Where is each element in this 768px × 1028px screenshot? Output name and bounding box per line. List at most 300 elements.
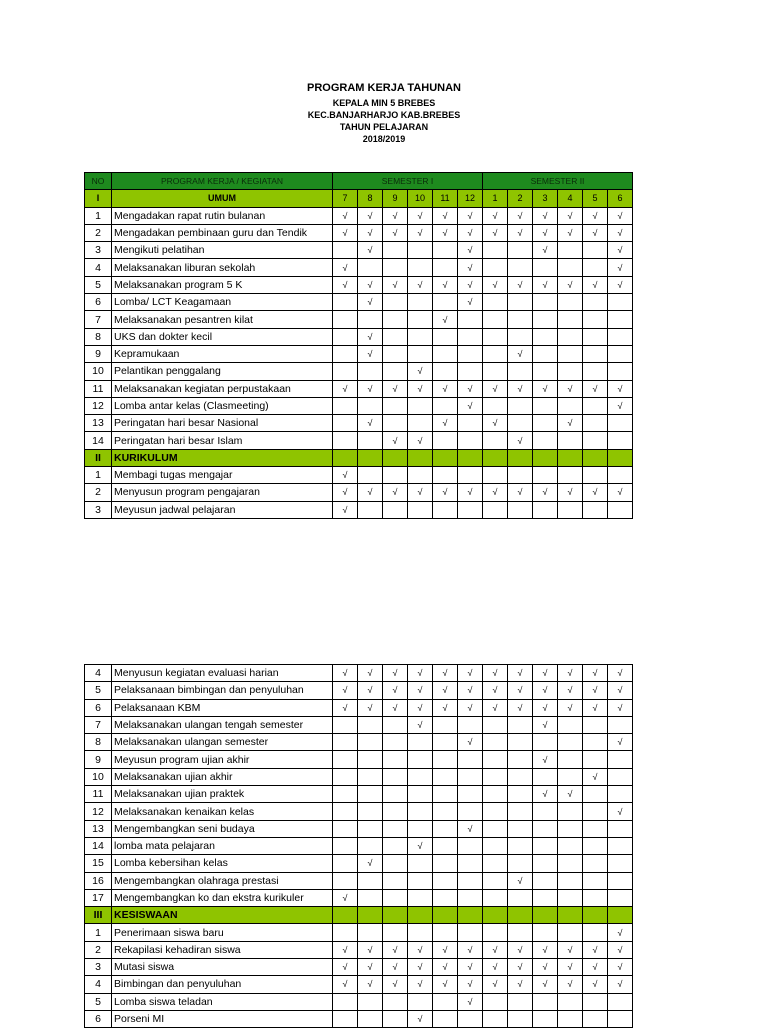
month-cell bbox=[433, 803, 458, 820]
month-cell bbox=[408, 415, 433, 432]
month-cell bbox=[508, 837, 533, 854]
table-row bbox=[85, 959, 633, 976]
month-cell bbox=[533, 924, 558, 941]
activity-label: Mengembangkan ko dan ekstra kurikuler bbox=[112, 889, 333, 906]
check-mark: √ bbox=[533, 959, 558, 976]
table-row bbox=[85, 224, 633, 241]
month-cell bbox=[508, 889, 533, 906]
month-cell bbox=[408, 259, 433, 276]
check-mark: √ bbox=[458, 484, 483, 501]
month-cell bbox=[558, 734, 583, 751]
month-cell bbox=[508, 924, 533, 941]
check-mark: √ bbox=[333, 224, 358, 241]
check-mark: √ bbox=[558, 786, 583, 803]
month-cell bbox=[433, 1010, 458, 1027]
activity-label: Membagi tugas mengajar bbox=[112, 467, 333, 484]
check-mark: √ bbox=[583, 682, 608, 699]
check-mark: √ bbox=[608, 976, 633, 993]
month-cell bbox=[608, 768, 633, 785]
table-row bbox=[85, 207, 633, 224]
check-mark: √ bbox=[408, 699, 433, 716]
check-mark: √ bbox=[408, 716, 433, 733]
month-cell bbox=[433, 363, 458, 380]
check-mark: √ bbox=[333, 467, 358, 484]
month-cell bbox=[558, 751, 583, 768]
month-cell bbox=[483, 786, 508, 803]
table-row bbox=[85, 415, 633, 432]
check-mark: √ bbox=[333, 501, 358, 518]
check-mark: √ bbox=[508, 224, 533, 241]
check-mark: √ bbox=[533, 224, 558, 241]
month-cell bbox=[333, 242, 358, 259]
month-cell bbox=[508, 328, 533, 345]
check-mark: √ bbox=[508, 484, 533, 501]
month-cell bbox=[608, 363, 633, 380]
activity-label: Lomba siswa teladan bbox=[112, 993, 333, 1010]
month-cell bbox=[358, 432, 383, 449]
check-mark: √ bbox=[383, 432, 408, 449]
activity-label: Lomba/ LCT Keagamaan bbox=[112, 294, 333, 311]
month-cell bbox=[358, 501, 383, 518]
month-cell bbox=[558, 501, 583, 518]
row-number: 9 bbox=[85, 751, 112, 768]
month-cell bbox=[333, 837, 358, 854]
month-cell bbox=[333, 820, 358, 837]
month-cell bbox=[583, 993, 608, 1010]
check-mark: √ bbox=[483, 276, 508, 293]
check-mark: √ bbox=[458, 294, 483, 311]
month-cell bbox=[583, 397, 608, 414]
activity-label: Melaksanakan ulangan semester bbox=[112, 734, 333, 751]
month-cell bbox=[533, 1010, 558, 1027]
check-mark: √ bbox=[408, 363, 433, 380]
activity-label: Mutasi siswa bbox=[112, 959, 333, 976]
check-mark: √ bbox=[333, 699, 358, 716]
month-cell bbox=[608, 837, 633, 854]
month-cell bbox=[358, 837, 383, 854]
check-mark: √ bbox=[608, 484, 633, 501]
month-cell bbox=[358, 872, 383, 889]
row-number: 7 bbox=[85, 716, 112, 733]
month-cell bbox=[383, 803, 408, 820]
check-mark: √ bbox=[558, 665, 583, 682]
check-mark: √ bbox=[408, 665, 433, 682]
month-cell bbox=[358, 889, 383, 906]
check-mark: √ bbox=[458, 665, 483, 682]
month-cell bbox=[508, 294, 533, 311]
month-cell bbox=[533, 872, 558, 889]
month-header: 4 bbox=[558, 190, 583, 207]
row-number: 4 bbox=[85, 665, 112, 682]
month-cell bbox=[583, 449, 608, 466]
row-number: 4 bbox=[85, 259, 112, 276]
activity-label: Meyusun program ujian akhir bbox=[112, 751, 333, 768]
activity-label: Menyusun kegiatan evaluasi harian bbox=[112, 665, 333, 682]
check-mark: √ bbox=[583, 976, 608, 993]
month-cell bbox=[333, 432, 358, 449]
check-mark: √ bbox=[433, 976, 458, 993]
month-cell bbox=[608, 432, 633, 449]
month-header: 7 bbox=[333, 190, 358, 207]
check-mark: √ bbox=[483, 665, 508, 682]
month-cell bbox=[583, 751, 608, 768]
subtitle-line-1: KEPALA MIN 5 BREBES bbox=[332, 98, 436, 108]
activity-label: Pelaksanaan KBM bbox=[112, 699, 333, 716]
row-number: 14 bbox=[85, 432, 112, 449]
month-cell bbox=[608, 294, 633, 311]
month-cell bbox=[608, 907, 633, 924]
check-mark: √ bbox=[508, 380, 533, 397]
month-cell bbox=[433, 993, 458, 1010]
month-cell bbox=[408, 855, 433, 872]
month-cell bbox=[333, 786, 358, 803]
month-cell bbox=[558, 855, 583, 872]
month-cell bbox=[333, 907, 358, 924]
check-mark: √ bbox=[558, 682, 583, 699]
month-cell bbox=[383, 1010, 408, 1027]
check-mark: √ bbox=[483, 976, 508, 993]
check-mark: √ bbox=[433, 941, 458, 958]
month-cell bbox=[333, 855, 358, 872]
check-mark: √ bbox=[508, 665, 533, 682]
row-number: 15 bbox=[85, 855, 112, 872]
check-mark: √ bbox=[558, 380, 583, 397]
month-cell bbox=[433, 820, 458, 837]
row-number: 5 bbox=[85, 682, 112, 699]
month-cell bbox=[508, 768, 533, 785]
month-cell bbox=[383, 345, 408, 362]
month-cell bbox=[483, 924, 508, 941]
check-mark: √ bbox=[408, 484, 433, 501]
month-cell bbox=[558, 889, 583, 906]
row-number: 2 bbox=[85, 484, 112, 501]
month-cell bbox=[508, 820, 533, 837]
month-cell bbox=[558, 345, 583, 362]
check-mark: √ bbox=[333, 941, 358, 958]
check-mark: √ bbox=[383, 207, 408, 224]
check-mark: √ bbox=[458, 959, 483, 976]
month-cell bbox=[483, 363, 508, 380]
check-mark: √ bbox=[483, 484, 508, 501]
month-cell bbox=[433, 837, 458, 854]
month-cell bbox=[508, 855, 533, 872]
month-cell bbox=[408, 734, 433, 751]
activity-label: Pelaksanaan bimbingan dan penyuluhan bbox=[112, 682, 333, 699]
month-cell bbox=[533, 820, 558, 837]
check-mark: √ bbox=[583, 224, 608, 241]
check-mark: √ bbox=[333, 259, 358, 276]
check-mark: √ bbox=[433, 380, 458, 397]
month-cell bbox=[483, 734, 508, 751]
row-number: 12 bbox=[85, 397, 112, 414]
table-row bbox=[85, 734, 633, 751]
month-cell bbox=[408, 872, 433, 889]
check-mark: √ bbox=[408, 432, 433, 449]
month-cell bbox=[458, 907, 483, 924]
month-cell bbox=[558, 259, 583, 276]
check-mark: √ bbox=[333, 889, 358, 906]
month-cell bbox=[508, 734, 533, 751]
row-number: 11 bbox=[85, 380, 112, 397]
activity-label: Melaksanakan liburan sekolah bbox=[112, 259, 333, 276]
month-cell bbox=[333, 924, 358, 941]
month-cell bbox=[433, 872, 458, 889]
month-cell bbox=[383, 907, 408, 924]
month-header: 10 bbox=[408, 190, 433, 207]
month-cell bbox=[383, 786, 408, 803]
month-cell bbox=[483, 1010, 508, 1027]
month-cell bbox=[408, 993, 433, 1010]
check-mark: √ bbox=[383, 380, 408, 397]
activity-label: Meyusun jadwal pelajaran bbox=[112, 501, 333, 518]
check-mark: √ bbox=[433, 207, 458, 224]
month-header: 11 bbox=[433, 190, 458, 207]
month-cell bbox=[583, 716, 608, 733]
month-cell bbox=[333, 993, 358, 1010]
document-title: PROGRAM KERJA TAHUNAN bbox=[307, 82, 461, 94]
check-mark: √ bbox=[458, 976, 483, 993]
month-cell bbox=[608, 993, 633, 1010]
activity-label: Melaksanakan kegiatan perpustakaan bbox=[112, 380, 333, 397]
check-mark: √ bbox=[333, 484, 358, 501]
table-row bbox=[85, 889, 633, 906]
check-mark: √ bbox=[458, 259, 483, 276]
month-cell bbox=[458, 872, 483, 889]
check-mark: √ bbox=[333, 380, 358, 397]
month-cell bbox=[458, 1010, 483, 1027]
check-mark: √ bbox=[358, 665, 383, 682]
month-cell bbox=[433, 768, 458, 785]
section-label: KURIKULUM bbox=[112, 449, 333, 466]
month-cell bbox=[608, 501, 633, 518]
month-cell bbox=[583, 837, 608, 854]
check-mark: √ bbox=[433, 276, 458, 293]
month-cell bbox=[483, 855, 508, 872]
row-number: 10 bbox=[85, 363, 112, 380]
month-cell bbox=[433, 397, 458, 414]
table-row bbox=[85, 432, 633, 449]
month-cell bbox=[533, 328, 558, 345]
month-cell bbox=[508, 449, 533, 466]
check-mark: √ bbox=[433, 311, 458, 328]
month-cell bbox=[383, 363, 408, 380]
check-mark: √ bbox=[608, 699, 633, 716]
check-mark: √ bbox=[508, 941, 533, 958]
month-cell bbox=[408, 786, 433, 803]
month-cell bbox=[358, 924, 383, 941]
check-mark: √ bbox=[333, 959, 358, 976]
table-row bbox=[85, 397, 633, 414]
table-row bbox=[85, 380, 633, 397]
month-cell bbox=[558, 467, 583, 484]
month-cell bbox=[433, 889, 458, 906]
month-cell bbox=[558, 837, 583, 854]
check-mark: √ bbox=[533, 751, 558, 768]
table-row bbox=[85, 786, 633, 803]
check-mark: √ bbox=[358, 224, 383, 241]
month-cell bbox=[333, 397, 358, 414]
month-cell bbox=[608, 345, 633, 362]
check-mark: √ bbox=[458, 242, 483, 259]
row-number: 8 bbox=[85, 328, 112, 345]
check-mark: √ bbox=[558, 415, 583, 432]
month-cell bbox=[358, 734, 383, 751]
month-cell bbox=[583, 501, 608, 518]
month-cell bbox=[433, 855, 458, 872]
check-mark: √ bbox=[383, 682, 408, 699]
row-number: 3 bbox=[85, 501, 112, 518]
month-cell bbox=[533, 855, 558, 872]
month-cell bbox=[508, 415, 533, 432]
month-cell bbox=[358, 751, 383, 768]
activity-label: Lomba kebersihan kelas bbox=[112, 855, 333, 872]
month-cell bbox=[383, 328, 408, 345]
month-cell bbox=[583, 467, 608, 484]
month-cell bbox=[583, 328, 608, 345]
section-label: KESISWAAN bbox=[112, 907, 333, 924]
month-cell bbox=[558, 397, 583, 414]
month-cell bbox=[433, 751, 458, 768]
month-cell bbox=[533, 449, 558, 466]
check-mark: √ bbox=[408, 224, 433, 241]
check-mark: √ bbox=[558, 699, 583, 716]
row-number: 1 bbox=[85, 467, 112, 484]
month-cell bbox=[408, 449, 433, 466]
check-mark: √ bbox=[533, 699, 558, 716]
table-row bbox=[85, 294, 633, 311]
month-cell bbox=[333, 415, 358, 432]
table-row bbox=[85, 941, 633, 958]
table-row bbox=[85, 328, 633, 345]
check-mark: √ bbox=[358, 415, 383, 432]
activity-label: Mengikuti pelatihan bbox=[112, 242, 333, 259]
row-number: 1 bbox=[85, 207, 112, 224]
month-cell bbox=[508, 1010, 533, 1027]
month-cell bbox=[558, 803, 583, 820]
check-mark: √ bbox=[483, 380, 508, 397]
month-cell bbox=[358, 820, 383, 837]
month-cell bbox=[558, 1010, 583, 1027]
row-number: II bbox=[85, 449, 112, 466]
check-mark: √ bbox=[508, 872, 533, 889]
month-cell bbox=[558, 716, 583, 733]
row-number: 3 bbox=[85, 242, 112, 259]
month-cell bbox=[383, 311, 408, 328]
check-mark: √ bbox=[608, 207, 633, 224]
activity-label: Peringatan hari besar Islam bbox=[112, 432, 333, 449]
row-number: 12 bbox=[85, 803, 112, 820]
table-row bbox=[85, 467, 633, 484]
check-mark: √ bbox=[433, 415, 458, 432]
month-cell bbox=[358, 786, 383, 803]
month-cell bbox=[483, 751, 508, 768]
month-cell bbox=[458, 415, 483, 432]
check-mark: √ bbox=[358, 207, 383, 224]
month-cell bbox=[583, 1010, 608, 1027]
month-cell bbox=[558, 993, 583, 1010]
month-cell bbox=[383, 242, 408, 259]
row-number: III bbox=[85, 907, 112, 924]
month-cell bbox=[508, 397, 533, 414]
check-mark: √ bbox=[533, 786, 558, 803]
month-cell bbox=[458, 768, 483, 785]
check-mark: √ bbox=[383, 699, 408, 716]
table-row bbox=[85, 665, 633, 682]
check-mark: √ bbox=[608, 959, 633, 976]
check-mark: √ bbox=[458, 993, 483, 1010]
program-table-page-2 bbox=[84, 664, 633, 1028]
month-cell bbox=[358, 993, 383, 1010]
month-cell bbox=[558, 449, 583, 466]
month-cell bbox=[533, 397, 558, 414]
month-cell bbox=[508, 907, 533, 924]
month-cell bbox=[458, 924, 483, 941]
month-cell bbox=[358, 803, 383, 820]
check-mark: √ bbox=[383, 665, 408, 682]
month-cell bbox=[533, 432, 558, 449]
month-cell bbox=[433, 786, 458, 803]
check-mark: √ bbox=[533, 207, 558, 224]
month-cell bbox=[383, 768, 408, 785]
month-cell bbox=[408, 768, 433, 785]
month-cell bbox=[533, 734, 558, 751]
check-mark: √ bbox=[458, 380, 483, 397]
section-label-umum: UMUM bbox=[112, 190, 333, 207]
check-mark: √ bbox=[458, 682, 483, 699]
check-mark: √ bbox=[458, 699, 483, 716]
check-mark: √ bbox=[358, 699, 383, 716]
month-cell bbox=[533, 837, 558, 854]
check-mark: √ bbox=[433, 665, 458, 682]
check-mark: √ bbox=[483, 941, 508, 958]
row-number: 6 bbox=[85, 1010, 112, 1027]
month-cell bbox=[383, 716, 408, 733]
month-cell bbox=[558, 872, 583, 889]
table-row bbox=[85, 872, 633, 889]
month-cell bbox=[608, 872, 633, 889]
month-cell bbox=[483, 294, 508, 311]
check-mark: √ bbox=[533, 276, 558, 293]
month-cell bbox=[408, 803, 433, 820]
check-mark: √ bbox=[358, 328, 383, 345]
month-cell bbox=[583, 907, 608, 924]
month-cell bbox=[458, 716, 483, 733]
month-cell bbox=[558, 363, 583, 380]
month-cell bbox=[358, 449, 383, 466]
month-cell bbox=[533, 907, 558, 924]
table-row bbox=[85, 276, 633, 293]
activity-label: lomba mata pelajaran bbox=[112, 837, 333, 854]
check-mark: √ bbox=[408, 959, 433, 976]
check-mark: √ bbox=[358, 941, 383, 958]
month-cell bbox=[408, 328, 433, 345]
row-number: 8 bbox=[85, 734, 112, 751]
check-mark: √ bbox=[558, 276, 583, 293]
month-cell bbox=[558, 242, 583, 259]
check-mark: √ bbox=[508, 976, 533, 993]
month-cell bbox=[433, 924, 458, 941]
check-mark: √ bbox=[458, 941, 483, 958]
month-cell bbox=[483, 820, 508, 837]
check-mark: √ bbox=[433, 699, 458, 716]
check-mark: √ bbox=[358, 276, 383, 293]
check-mark: √ bbox=[533, 484, 558, 501]
check-mark: √ bbox=[458, 224, 483, 241]
check-mark: √ bbox=[608, 924, 633, 941]
month-cell bbox=[483, 311, 508, 328]
section-number: I bbox=[85, 190, 112, 207]
month-cell bbox=[533, 993, 558, 1010]
